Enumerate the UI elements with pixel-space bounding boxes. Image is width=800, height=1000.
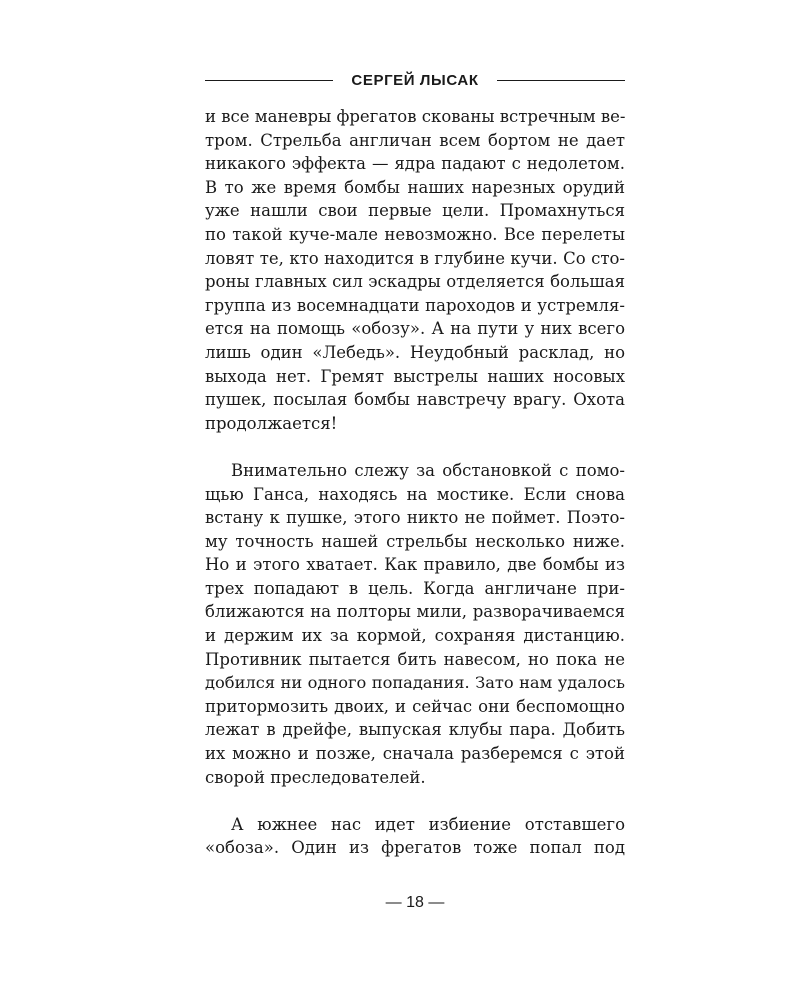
text-line: роны главных сил эскадры отделяется большая [205,272,625,292]
paragraph-gap [205,789,625,813]
text-line: группа из восемнадцати пароходов и устремля- [205,295,625,315]
text-line: и держим их за кормой, сохраняя дистанцию. [205,626,625,646]
text-line: лежат в дрейфе, выпуская клубы пара. Добить [205,720,625,740]
text-line: «обоза». Один из фрегатов тоже попал под [205,838,625,858]
running-header [205,68,625,92]
text-line: сворой преследователей. [205,767,426,787]
text-line: му точность нашей стрельбы несколько ниже. [205,531,625,551]
text-line: по такой куче-мале невозможно. Все перелеты [205,224,625,244]
text-line: щью Ганса, находясь на мостике. Если снова [205,484,625,504]
header-rule-left [205,80,333,81]
paragraph-1 [205,105,625,435]
text-line: А южнее нас идет избиение отставшего [231,814,625,834]
text-line: и все маневры фрегатов скованы встречным ве- [205,107,626,126]
text-line: В то же время бомбы наших нарезных орудий [205,177,625,197]
text-line: лишь один «Лебедь». Неудобный расклад, но [205,342,625,362]
paragraph-3 [205,813,625,860]
text-line: тром. Стрельба англичан всем бортом не дает [205,130,625,150]
paragraph-gap [205,435,625,459]
text-line: Противник пытается бить навесом, но пока не [205,649,625,669]
text-line: притормозить двоих, и сейчас они беспомощно [205,696,625,716]
text-line: добился ни одного попадания. Зато нам удалось [205,673,625,693]
text-line: Но и этого хватает. Как правило, две бомбы из [205,555,625,575]
text-line: встану к пушке, этого никто не поймет. Поэто- [205,508,625,528]
paragraph-2 [205,459,625,789]
text-line: трех попадают в цель. Когда англичане при- [205,578,625,598]
text-line: продолжается! [205,413,338,433]
page-number: — 18 — [385,894,445,911]
text-line: выхода нет. Гремят выстрелы наших носовых [205,366,625,386]
text-line: пушек, посылая бомбы навстречу врагу. Охота [205,390,625,410]
header-author: СЕРГЕЙ ЛЫСАК [351,71,479,89]
text-line: ближаются на полторы мили, разворачиваемся [205,602,625,622]
text-line: их можно и позже, сначала разберемся с этой [205,744,625,764]
body-text [205,105,625,860]
header-rule-right [497,80,625,81]
text-line: уже нашли свои первые цели. Промахнуться [205,201,625,221]
text-line: Внимательно слежу за обстановкой с помо- [231,460,625,480]
text-line: ловят те, кто находится в глубине кучи. Со сто- [205,248,625,268]
text-line: ется на помощь «обозу». А на пути у них всего [205,319,625,339]
text-line: никакого эффекта — ядра падают с недолетом. [205,154,625,174]
